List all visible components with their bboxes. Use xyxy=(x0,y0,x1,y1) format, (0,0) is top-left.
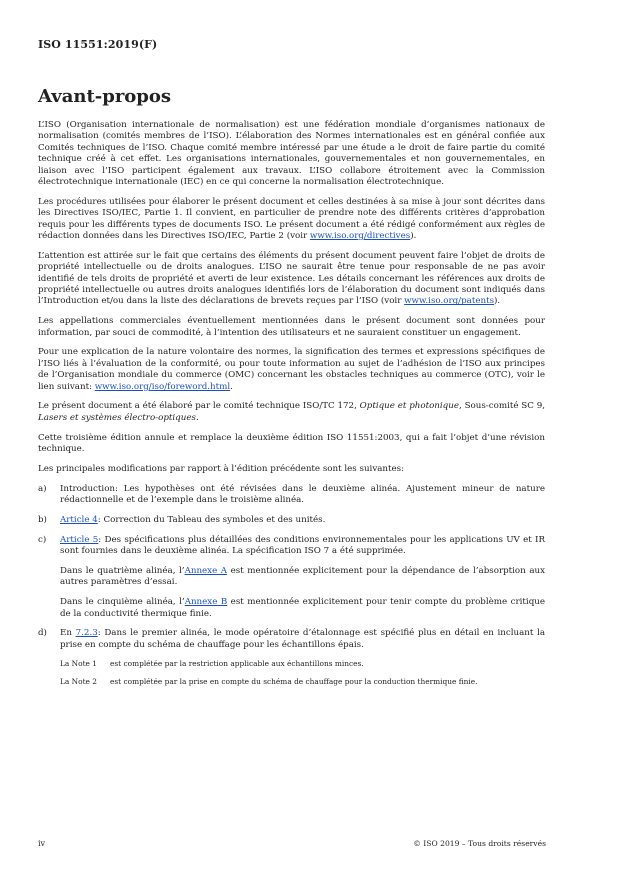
article-5-link[interactable]: Article 5 xyxy=(60,534,99,545)
patents-link[interactable]: www.iso.org/patents xyxy=(404,296,495,307)
page-title: Avant-propos xyxy=(38,86,172,107)
list-item-d: d) En 7.2.3: Dans le premier alinéa, le mode opératoire d’étalonnage est spécifié plus en détail en incluant la prise en compte du schéma de chauffage pour les échantillons épais. La Note 1 est complétée par la restriction applicable aux échantillons minces. La Note 2 est complétée par la prise en compte du schéma de chauffage pour la conduction thermique finie. xyxy=(38,628,546,687)
list-item-c: c) Article 5: Des spécifications plus détaillées des conditions environnementales pour les applications UV et IR sont fournies dans le deuxième alinéa. La spécification ISO 7 a été supprimée. Dans le quatrième alinéa, l’Annexe A est mentionnée explicitement pour la dépendance de l’absorption aux autres paramètres d’essai. Dans le cinquième alinéa, l’Annexe B est mentionnée explicitement pour tenir compte du problème critique de la conductivité thermique finie. xyxy=(38,534,546,619)
annex-a-link[interactable]: Annexe A xyxy=(184,565,228,576)
note-2: La Note 2 est complétée par la prise en compte du schéma de chauffage pour la conduction thermique finie. xyxy=(60,677,478,687)
foreword-link[interactable]: www.iso.org/iso/foreword.html xyxy=(94,381,231,392)
paragraph-committee: Le présent document a été élaboré par le comité technique ISO/TC 172, Optique et photonique, Sous-comité SC 9, Lasers et systèmes électro-optiques. xyxy=(38,401,546,423)
annex-b-link[interactable]: Annexe B xyxy=(184,597,228,608)
list-item-b: b) Article 4: Correction du Tableau des symboles et des unités. xyxy=(38,514,326,525)
note-1: La Note 1 est complétée par la restriction applicable aux échantillons minces. xyxy=(60,659,364,669)
paragraph-procedures: Les procédures utilisées pour élaborer le présent document et celles destinées à sa mise à jour sont décrites dans les Directives ISO/IEC, Partie 1. Il convient, en particulier de prendre note des différents critères d’approbation requis pour les différents types de documents ISO. Le présent document a été rédigé conformément aux règles de rédaction données dans les Directives ISO/IEC, Partie 2 (voir www.iso.org/directives). xyxy=(38,196,545,242)
list-item-a: a) Introduction: Les hypothèses ont été révisées dans le deuxième alinéa. Ajustement mineur de nature rédactionnelle et de l’exemple dans le troisième alinéa. xyxy=(38,483,545,506)
paragraph-iso-intro: L’ISO (Organisation internationale de normalisation) est une fédération mondiale d’organismes nationaux de normalisation (comités membres de l’ISO). L’élaboration des Normes internationales est en général confiée aux Comités techniques de l’ISO. Chaque comité membre intéressé par une étude a le droit de faire partie du comité technique créé à cet effet. Les organisations internationales, gouvernementales et non gouvernementales, en liaison avec l’ISO participent également aux travaux. L’ISO collabore étroitement avec la Commission électrotechnique internationale (IEC) en ce qui concerne la normalisation électrotechnique. xyxy=(38,120,545,188)
page-number: iv xyxy=(38,839,46,848)
directives-link[interactable]: www.iso.org/directives xyxy=(309,231,411,242)
paragraph-patents: L’attention est attirée sur le fait que certains des éléments du présent document peuvent faire l’objet de droits de propriété intellectuelle ou de droits analogues. L’ISO ne saurait être tenue pour responsable de ne pas avoir identifié de tels droits de propriété et averti de leur existence. Les détails concernant les références aux droits de propriété intellectuelle ou autres droits analogues identifiés lors de l’élaboration du document sont indiqués dans l’Introduction et/ou dans la liste des déclarations de brevets reçues par l’ISO (voir www.iso.org/patents). xyxy=(38,250,545,307)
copyright-notice: © ISO 2019 – Tous droits réservés xyxy=(413,839,546,848)
paragraph-changes-intro: Les principales modifications par rapport à l’édition précédente sont les suivantes: xyxy=(38,463,405,474)
clause-7-2-3-link[interactable]: 7.2.3 xyxy=(75,628,98,639)
paragraph-edition: Cette troisième édition annule et remplace la deuxième édition ISO 11551:2003, qui a fait l’objet d’une révision technique. xyxy=(38,432,545,455)
foreword-body xyxy=(38,120,545,696)
paragraph-voluntary-nature: Pour une explication de la nature volontaire des normes, la signification des termes et expressions spécifiques de l’ISO liés à l’évaluation de la conformité, ou pour toute information au sujet de l’adhésion de l’ISO aux principes de l’Organisation mondiale du commerce (OMC) concernant les obstacles techniques au commerce (OTC), voir le lien suivant: www.iso.org/iso/foreword.html. xyxy=(38,347,545,392)
document-id-header: ISO 11551:2019(F) xyxy=(38,38,158,51)
paragraph-trade-names: Les appellations commerciales éventuellement mentionnées dans le présent document sont données pour information, par souci de commodité, à l’intention des utilisateurs et ne sauraient constituer un engagement. xyxy=(38,316,545,338)
article-4-link[interactable]: Article 4 xyxy=(60,514,98,525)
